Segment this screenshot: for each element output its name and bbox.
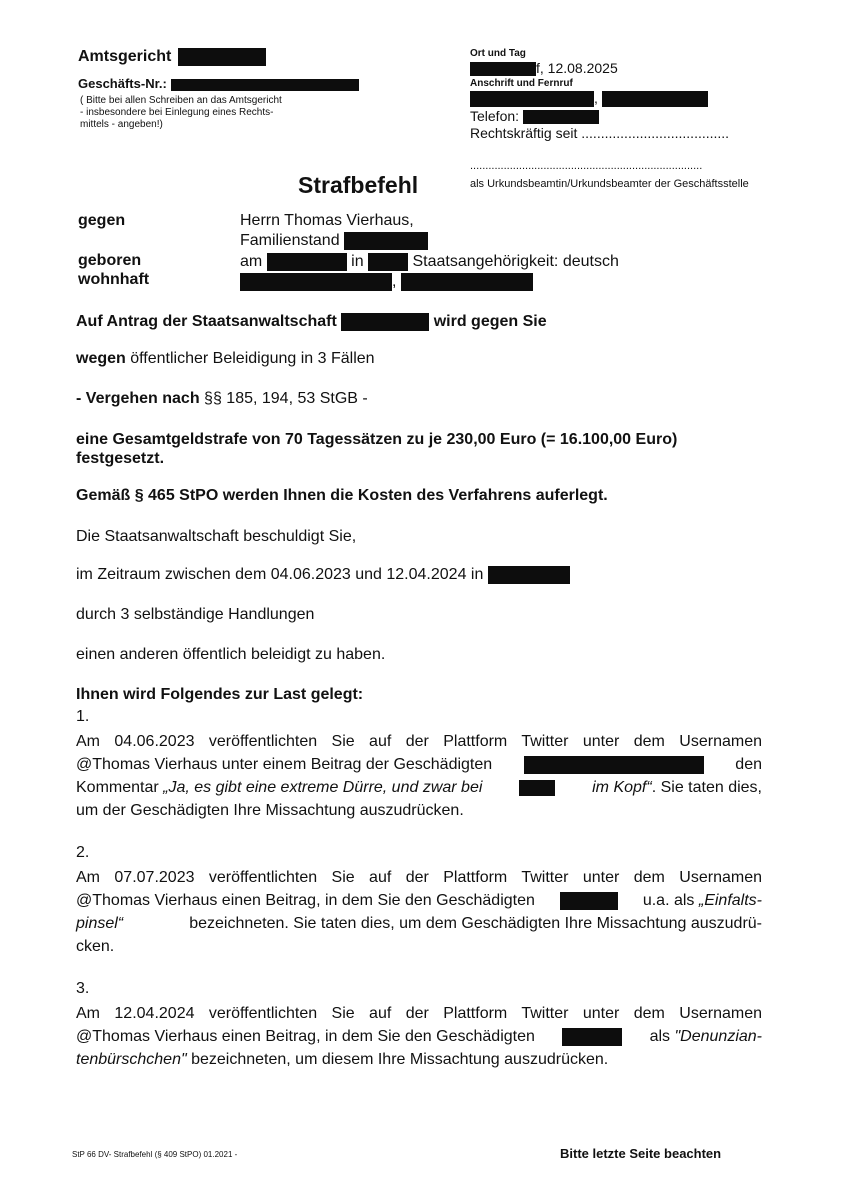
redaction-case-number	[171, 79, 359, 91]
insulted-line: einen anderen öffentlich beleidigt zu haben.	[76, 646, 386, 663]
place-date: f, 12.08.2025	[470, 60, 618, 76]
phone-line: Telefon:	[470, 108, 599, 124]
redaction-birthplace	[368, 253, 408, 271]
count-3-text: Am 12.04.2024 veröffentlichten Sie auf der Plattform Twitter unter dem Usernamen @Thomas Vierhaus einen Beitrag, in dem Sie den Geschädigten als "Denunzian- tenbürschchen" bezeichneten, um diesem Ihre Missachtung auszudrücken.	[76, 1005, 762, 1068]
redaction-birthdate	[267, 253, 347, 271]
against-label: gegen	[78, 212, 126, 229]
redaction-location	[488, 566, 570, 584]
count-2-text: Am 07.07.2023 veröffentlichten Sie auf der Plattform Twitter unter dem Usernamen @Thomas Vierhaus einen Beitrag, in dem Sie den Geschädigten u.a. als „Einfalts- pinsel“ bezeichneten. Sie taten dies, um dem Geschädigten Ihre Missachtung auszudrü- cken.	[76, 869, 762, 955]
acts-line: durch 3 selbständige Handlungen	[76, 606, 315, 623]
redaction-marital	[344, 232, 428, 250]
redaction-victim-1	[524, 756, 704, 774]
court-label: Amtsgericht	[78, 48, 266, 66]
document-title: Strafbefehl	[298, 172, 419, 198]
redaction-address-2	[602, 91, 708, 107]
marital-status: Familienstand	[240, 232, 428, 250]
address-redacted: ,	[470, 90, 708, 107]
clerk-label: als Urkundsbeamtin/Urkundsbeamter der Geschäftsstelle	[470, 178, 749, 190]
redaction-victim-2	[560, 892, 618, 910]
birth-details: am in Staatsangehörigkeit: deutsch	[240, 253, 619, 271]
redaction-phone	[523, 110, 599, 124]
order-intro: Auf Antrag der Staatsanwaltschaft wird gegen Sie	[76, 313, 547, 331]
residing-label: wohnhaft	[78, 271, 150, 288]
address-label: Anschrift und Fernruf	[470, 78, 573, 89]
charges-heading: Ihnen wird Folgendes zur Last gelegt:	[76, 686, 364, 703]
accusation-line: Die Staatsanwaltschaft beschuldigt Sie,	[76, 528, 357, 545]
form-id: StP 66 DV- Strafbefehl (§ 409 StPO) 01.2021 -	[72, 1150, 238, 1159]
redaction-victim-3	[562, 1028, 622, 1046]
signature-dots: ............................................................................	[470, 160, 703, 172]
redaction-court	[178, 48, 266, 66]
residence-address: ,	[240, 273, 533, 291]
count-number: 1.	[76, 708, 90, 725]
born-label: geboren	[78, 252, 142, 269]
case-number-label: Geschäfts-Nr.:	[78, 76, 359, 91]
count-number: 3.	[76, 980, 90, 997]
legal-since-line: Rechtskräftig seit ......................................	[470, 125, 730, 141]
statute-line: - Vergehen nach §§ 185, 194, 53 StGB -	[76, 390, 368, 407]
costs-line: Gemäß § 465 StPO werden Ihnen die Kosten des Verfahrens auferlegt.	[76, 487, 608, 504]
redaction-city	[401, 273, 533, 291]
last-page-note: Bitte letzte Seite beachten	[560, 1146, 722, 1161]
redaction-address-1	[470, 91, 594, 107]
charge-line: wegen öffentlicher Beleidigung in 3 Fällen	[76, 350, 375, 367]
penalty: eine Gesamtgeldstrafe von 70 Tagessätzen zu je 230,00 Euro (= 16.100,00 Euro) festgesetzt.	[76, 431, 678, 467]
case-number-note: ( Bitte bei allen Schreiben an das Amtsgericht - insbesondere bei Einlegung eines Rechts- mittels - angeben!)	[80, 95, 282, 130]
count-number: 2.	[76, 844, 90, 861]
redaction-prosecutor-office	[341, 313, 429, 331]
defendant-name: Herrn Thomas Vierhaus,	[240, 212, 414, 229]
period-line: im Zeitraum zwischen dem 04.06.2023 und 12.04.2024 in	[76, 566, 570, 584]
count-1-text: Am 04.06.2023 veröffentlichten Sie auf der Plattform Twitter unter dem Usernamen @Thomas Vierhaus unter einem Beitrag der Geschädigten den Kommentar „Ja, es gibt eine extreme Dürre, und zwar bei im Kopf“. Sie taten dies, um der Geschädigten Ihre Missachtung auszudrücken.	[76, 733, 762, 819]
redaction-street	[240, 273, 392, 291]
place-date-label: Ort und Tag	[470, 48, 526, 59]
redaction-place	[470, 62, 536, 76]
redaction-name-1	[519, 780, 555, 796]
